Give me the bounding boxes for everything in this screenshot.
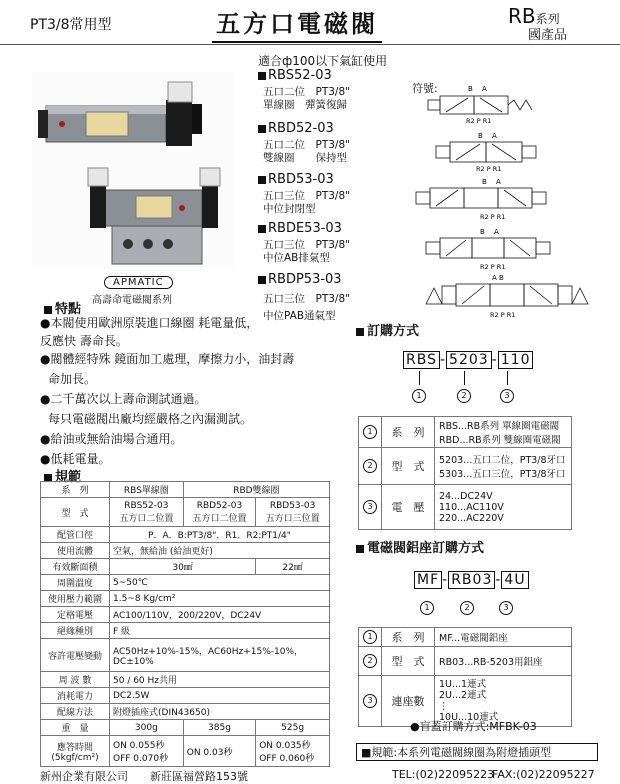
model-line: 雙線圈 保持型	[263, 152, 347, 164]
port-label-a: A	[482, 85, 487, 93]
spec-value: 五方口二位置	[119, 513, 174, 524]
symbol-rbs52	[400, 82, 606, 124]
port-label-a: A	[494, 228, 499, 236]
spec-value: 1.5~8 Kg/cm²	[110, 591, 330, 607]
code-number: 2	[457, 389, 471, 403]
base-order-code	[414, 571, 529, 589]
order-row-number	[359, 647, 382, 676]
order-row-number	[359, 485, 382, 530]
table-row	[359, 417, 572, 448]
spec-value: AC100/110V，200/220V，DC24V	[110, 607, 330, 623]
port-label-a: A	[492, 132, 497, 140]
spec-label: 周圍溫度	[41, 575, 110, 591]
spec-value: 300g	[110, 720, 184, 736]
order-value: RBD...RB系列 雙線圈電磁閥	[439, 435, 561, 446]
table-row	[41, 704, 330, 720]
feature-line: ●二千萬次以上壽命測試通過。	[40, 392, 207, 406]
header-divider	[0, 44, 620, 45]
port-label-b: B	[468, 85, 473, 93]
spec-cell	[41, 736, 110, 767]
symbol-rbde53	[400, 226, 606, 272]
feature-line: 反應快 壽命長。	[40, 334, 128, 348]
base-order-title-text: 電磁閥鋁座訂購方式	[367, 541, 485, 556]
order-value: RB03...RB-5203用鋁座	[435, 647, 572, 676]
feature-line: 命加長。	[48, 372, 97, 386]
spec-value: RBS單線圈	[110, 482, 184, 498]
spec-label: 重 量	[41, 720, 110, 736]
cover-order: ●盲蓋訂購方式:MFBK-03	[410, 720, 537, 733]
spec-value: DC2.5W	[110, 688, 330, 704]
made-label: 國產品	[528, 28, 568, 43]
spec-label: 容許電壓變動	[41, 639, 110, 672]
spec-value: F 級	[110, 623, 330, 639]
order-value: 110...AC110V	[439, 501, 504, 513]
order-code-part: 110	[498, 351, 534, 369]
spec-value: P．A．B:PT3/8"．R1．R2:PT1/4"	[110, 527, 330, 543]
code-number: 3	[500, 389, 514, 403]
order-cell	[435, 448, 572, 485]
order-key: 連座數	[382, 676, 435, 727]
port-label-bottom: R2 P R1	[490, 311, 516, 319]
coil-note: ■規範:本系列電磁閥線圈為附燈插頭型	[356, 743, 598, 761]
series-suffix: 系列	[535, 12, 560, 26]
spec-value: OFF 0.070秒	[113, 754, 169, 764]
spec-cell	[183, 498, 255, 527]
code-leader	[507, 371, 508, 385]
model-code	[258, 272, 342, 287]
spec-label: 消耗電力	[41, 688, 110, 704]
spec-label: 定格電壓	[41, 607, 110, 623]
model-code	[258, 121, 334, 136]
port-label-b: B	[478, 132, 483, 140]
footer-address: 新莊區福營路153號	[150, 770, 248, 783]
port-label-ab: A B	[492, 274, 504, 282]
spec-label: 周 波 數	[41, 672, 110, 688]
feature-line: 每只電磁閥出廠均經嚴格之內漏測試。	[48, 412, 253, 426]
spec-cell	[110, 498, 184, 527]
footer-company: 新州企業有限公司	[40, 770, 128, 783]
order-value: 220...AC220V	[439, 512, 504, 524]
intro-text: 適合ф100以下氣缸使用	[258, 54, 388, 68]
spec-value: 525g	[256, 720, 330, 736]
model-line: 中位PAB通氣型	[263, 310, 336, 322]
order-code-part: 4U	[501, 571, 528, 589]
order-code-dash: -	[491, 352, 498, 368]
table-row	[359, 628, 572, 647]
symbols-label: 符號:	[412, 82, 438, 95]
model-line: 單線圈 彈簧復歸	[263, 99, 347, 111]
table-row	[359, 647, 572, 676]
order-value: 2U...2連式	[439, 690, 487, 701]
symbol-rbd52	[400, 130, 606, 174]
circle-number: 2	[363, 654, 377, 668]
table-row	[41, 482, 330, 498]
brand-name: APMATIC	[104, 276, 173, 289]
spec-value: ON 0.055秒	[113, 741, 165, 751]
spec-value: RBS52-03	[124, 500, 169, 511]
order-value: 1U...1連式	[439, 679, 487, 690]
port-label-a: A	[496, 178, 501, 186]
table-row	[41, 623, 330, 639]
table-row	[41, 498, 330, 527]
order-key: 電 壓	[382, 485, 435, 530]
spec-value: 30㎟	[110, 559, 256, 575]
spec-label: 使用流體	[41, 543, 110, 559]
order-title	[356, 320, 419, 339]
model-code	[258, 68, 332, 83]
feature-line: ●閥體經特殊 鏡面加工處理，摩擦力小，油封壽	[40, 352, 295, 366]
model-code	[258, 172, 334, 187]
model-line: 五口三位 PT3/8"	[263, 190, 350, 202]
code-leader	[464, 371, 465, 385]
code-number: 1	[420, 601, 434, 615]
table-row	[41, 720, 330, 736]
port-label-bottom: R2 P R1	[476, 165, 502, 173]
circle-number: 3	[363, 694, 377, 708]
spec-value: RBD52-03	[196, 500, 243, 511]
spec-value: OFF 0.060秒	[259, 754, 315, 764]
port-label-bottom: R2 P R1	[466, 117, 492, 124]
table-row	[41, 736, 330, 767]
features-title	[44, 298, 81, 317]
model-line: 中位封閉型	[263, 203, 316, 215]
feature-line: ●給油或無給油場合通用。	[40, 432, 183, 446]
model-code-text: RBD53-03	[268, 172, 334, 187]
spec-label: 絕緣種別	[41, 623, 110, 639]
port-label-b: B	[482, 178, 487, 186]
spec-value: ON 0.03秒	[183, 736, 255, 767]
order-table	[358, 416, 572, 530]
features-title-text: 特點	[55, 302, 82, 317]
footer-fax: FAX:(02)22095227	[492, 768, 595, 781]
model-line: 中位AB排氣型	[263, 252, 330, 264]
symbol-rbdp53	[424, 272, 610, 320]
spec-value: 五方口三位置	[265, 513, 320, 524]
base-order-table	[358, 627, 572, 727]
table-row	[41, 607, 330, 623]
base-order-title	[356, 537, 484, 556]
model-code-text: RBS52-03	[268, 68, 332, 83]
order-value: RBS...RB系列 單線圈電磁閥	[439, 421, 560, 432]
series-code-text: RB	[508, 4, 536, 28]
order-cell	[435, 485, 572, 530]
table-row	[41, 559, 330, 575]
table-row	[41, 639, 330, 672]
table-row	[41, 672, 330, 688]
spec-value: 空氣，無給油 (給油更好)	[110, 543, 330, 559]
order-value: 5303...五口三位，PT3/8牙口	[439, 469, 566, 480]
spec-label: 系 列	[41, 482, 110, 498]
order-code-dash: -	[439, 352, 447, 368]
spec-label: 配管口徑	[41, 527, 110, 543]
code-number: 2	[460, 601, 474, 615]
feature-line: ●低耗電量。	[40, 452, 111, 466]
model-code	[258, 221, 342, 236]
order-key: 系 列	[382, 628, 435, 647]
order-row-number	[359, 676, 382, 727]
order-cell	[435, 417, 572, 448]
symbol-rbd53	[400, 176, 606, 222]
order-value: 24...DC24V	[439, 490, 493, 502]
spec-cell	[256, 498, 330, 527]
order-value: MF...電磁閥鋁座	[435, 628, 572, 647]
table-row	[41, 527, 330, 543]
order-value: ⋮	[439, 701, 449, 712]
order-code-part: RB03	[448, 571, 495, 589]
spec-label: 配線方法	[41, 704, 110, 720]
spec-cell	[110, 736, 184, 767]
table-row	[41, 543, 330, 559]
model-line: 五口二位 PT3/8"	[263, 86, 350, 98]
order-row-number	[359, 448, 382, 485]
model-line: 五口三位 PT3/8"	[263, 293, 350, 305]
spec-title-text: 規範	[55, 470, 82, 485]
order-title-text: 訂購方式	[367, 324, 420, 339]
order-code-part: 5203	[446, 351, 492, 369]
order-code-part: MF	[414, 571, 442, 589]
code-leader	[419, 371, 420, 385]
spec-value: 五方口二位置	[192, 513, 247, 524]
spec-label: 使用壓力範圍	[41, 591, 110, 607]
spec-value: 385g	[183, 720, 255, 736]
table-row	[359, 485, 572, 530]
page-title: 五方口電磁閥	[212, 4, 382, 43]
port-label-bottom: R2 P R1	[480, 263, 506, 271]
spec-value: 50 / 60 Hz共用	[110, 672, 330, 688]
order-value: 10U...10連式	[439, 712, 499, 723]
spec-value: AC50Hz+10%-15%，AC60Hz+15%-10%，	[113, 646, 304, 657]
model-line: 五口三位 PT3/8"	[263, 239, 350, 251]
spec-table	[40, 481, 330, 767]
order-code-dash: -	[442, 572, 449, 588]
code-number: 3	[499, 601, 513, 615]
product-photo	[32, 72, 234, 268]
circle-number: 1	[363, 630, 377, 644]
spec-value: ON 0.035秒	[259, 741, 311, 751]
order-key: 型 式	[382, 647, 435, 676]
order-key: 型 式	[382, 448, 435, 485]
brand-sub: 高壽命電磁閥系列	[92, 295, 172, 306]
order-value: 5203...五口二位，PT3/8牙口	[439, 455, 566, 466]
spec-cell	[110, 639, 330, 672]
circle-number: 2	[363, 459, 377, 473]
spec-value: 附燈插座式(DIN43650)	[110, 704, 330, 720]
model-code-text: RBD52-03	[268, 121, 334, 136]
model-code-text: RBDP53-03	[268, 272, 342, 287]
port-label-b: B	[480, 228, 485, 236]
table-row	[359, 448, 572, 485]
table-row	[41, 591, 330, 607]
spec-label: (5kgf/cm²)	[51, 752, 99, 763]
spec-value: 22㎟	[256, 559, 330, 575]
circle-number: 3	[363, 500, 377, 514]
order-key: 系 列	[382, 417, 435, 448]
order-row-number	[359, 417, 382, 448]
port-label-bottom: R2 P R1	[480, 213, 506, 221]
footer-tel: TEL:(02)22095223	[392, 768, 495, 781]
order-code-part: RBS	[403, 351, 440, 369]
spec-cell	[256, 736, 330, 767]
order-code	[403, 351, 533, 369]
order-row-number	[359, 628, 382, 647]
circle-number: 1	[363, 425, 377, 439]
spec-label: 應答時間	[56, 742, 93, 753]
feature-line: ●本閥使用歐洲原裝進口線圈 耗電量低，	[40, 316, 259, 330]
code-number: 1	[412, 389, 426, 403]
spec-value: DC±10%	[113, 656, 154, 667]
table-row	[41, 688, 330, 704]
model-code-text: RBDE53-03	[268, 221, 342, 236]
spec-value: RBD53-03	[269, 500, 316, 511]
model-line: 五口二位 PT3/8"	[263, 139, 350, 151]
spec-value: RBD雙線圈	[183, 482, 329, 498]
header-left: PT3/8常用型	[30, 17, 112, 33]
spec-label: 型 式	[41, 498, 110, 527]
spec-label: 有效斷面積	[41, 559, 110, 575]
order-code-dash: -	[495, 572, 502, 588]
spec-value: 5~50℃	[110, 575, 330, 591]
table-row	[41, 575, 330, 591]
